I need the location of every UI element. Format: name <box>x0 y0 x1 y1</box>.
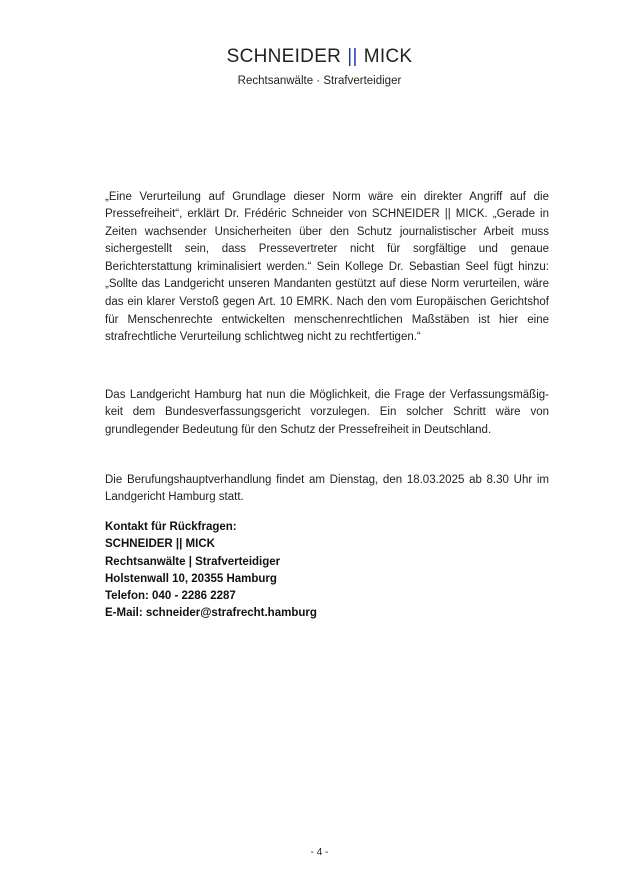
contact-block <box>105 519 317 623</box>
contact-firm: SCHNEIDER || MICK <box>105 538 215 551</box>
paragraph-hearing: Die Berufungshauptverhandlung findet am Dienstag, den 18.03.2025 ab 8.30 Uhr im Landgericht Hamburg statt. <box>105 473 549 504</box>
brand-name-right: MICK <box>363 46 413 67</box>
contact-phone: Telefon: 040 - 2286 2287 <box>105 590 236 603</box>
brand-separator: || <box>347 46 358 67</box>
letterhead-subtitle: Rechtsanwälte · Strafverteidiger <box>237 75 402 87</box>
paragraph-court: Das Landgericht Hamburg hat nun die Möglichkeit, die Frage der Verfassungsmäßigkeit dem Bundesverfassungsgericht vorzulegen. Ein solcher Schritt wäre von grundlegender Bedeutung für den Schutz der Pressefreiheit in Deutschland. <box>105 388 549 436</box>
contact-heading: Kontakt für Rückfragen: <box>105 521 237 533</box>
page-number: - 4 - <box>310 847 329 858</box>
paragraph-quote: „Eine Verurteilung auf Grundlage dieser Norm wäre ein direkter Angriff auf die Pressefreiheit“, erklärt Dr. Frédéric Schneider von SCHNEIDER || MICK. „Gerade in Zeiten wachsender Unsicherheiten über den Schutz journalistischer Arbeit muss sichergestellt sein, dass Pressevertreter nicht für sorgfältige und genaue Berichterstattung kriminalisiert werden.“ Sein Kollege Dr. Sebastian Seel fügt hinzu: „Sollte das Landgericht unseren Mandanten gestützt auf diese Norm verurteilen, wäre das ein klarer Verstoß gegen Art. 10 EMRK. Nach den vom Europäischen Gerichtshof für Menschenrechte entwickelten menschenrechtlichen Maßstäben ist hier eine strafrechtliche Verurteilung schlichtweg nicht zu rechtfertigen.“ <box>105 190 549 344</box>
brand-logo <box>0 46 639 68</box>
brand-name-left: SCHNEIDER <box>226 46 342 67</box>
contact-firm-type: Rechtsanwälte | Strafverteidiger <box>105 555 281 568</box>
letterhead <box>0 46 639 87</box>
contact-email: E-Mail: schneider@strafrecht.hamburg <box>105 607 317 620</box>
contact-address: Holstenwall 10, 20355 Hamburg <box>105 572 277 585</box>
